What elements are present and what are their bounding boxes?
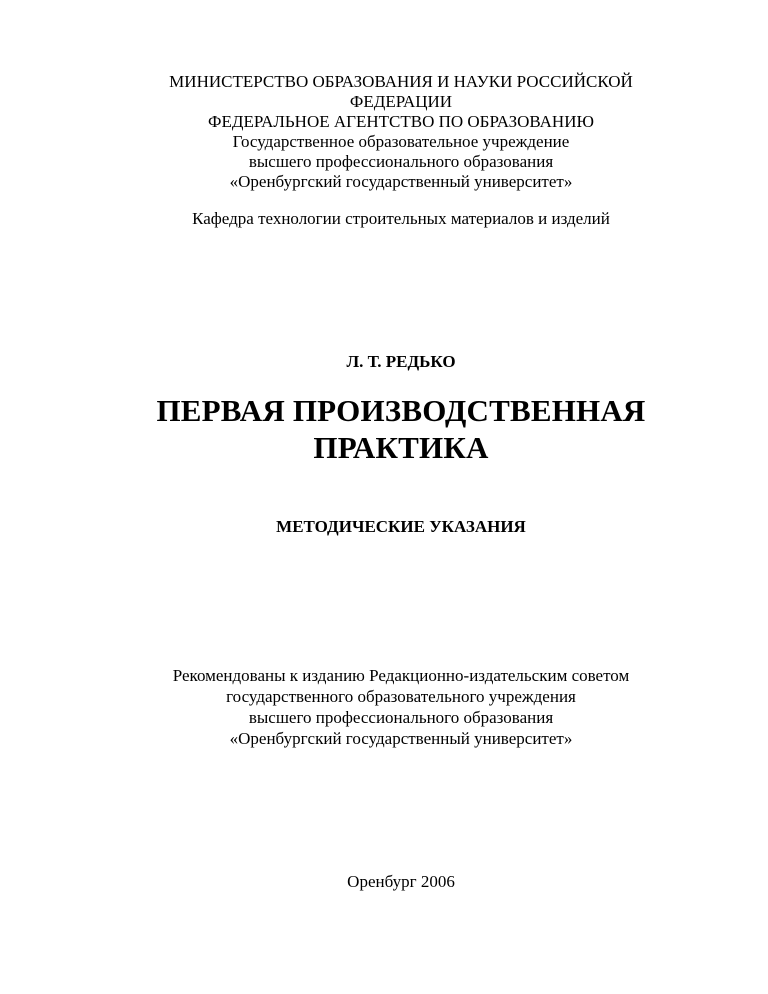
subtitle-text: МЕТОДИЧЕСКИЕ УКАЗАНИЯ [276,517,526,536]
header-line: ФЕДЕРАЦИИ [349,92,453,111]
place-year-text: Оренбург 2006 [347,872,455,891]
recommendation-line: государственного образовательного учреждения [226,687,576,706]
department-line [0,209,768,229]
header-line: Государственное образовательное учреждение [232,132,570,151]
title-line: ПЕРВАЯ ПРОИЗВОДСТВЕННАЯ [156,393,646,428]
document-title [0,392,768,466]
header-line: «Оренбургский государственный университет» [229,172,573,191]
department-text: Кафедра технологии строительных материалов и изделий [192,209,610,228]
recommendation-block [0,665,768,749]
recommendation-line: высшего профессионального образования [248,708,554,727]
header-line: МИНИСТЕРСТВО ОБРАЗОВАНИЯ И НАУКИ РОССИЙСКОЙ [169,72,633,91]
author-name [0,352,768,372]
author-text: Л. Т. РЕДЬКО [346,352,456,371]
title-line: ПРАКТИКА [313,430,489,465]
ministry-header [0,72,768,192]
recommendation-line: Рекомендованы к изданию Редакционно-издательским советом [172,666,630,685]
place-and-year [0,872,768,892]
document-subtitle [0,517,768,537]
recommendation-line: «Оренбургский государственный университет» [229,729,573,748]
header-line: ФЕДЕРАЛЬНОЕ АГЕНТСТВО ПО ОБРАЗОВАНИЮ [208,112,594,131]
header-line: высшего профессионального образования [248,152,554,171]
